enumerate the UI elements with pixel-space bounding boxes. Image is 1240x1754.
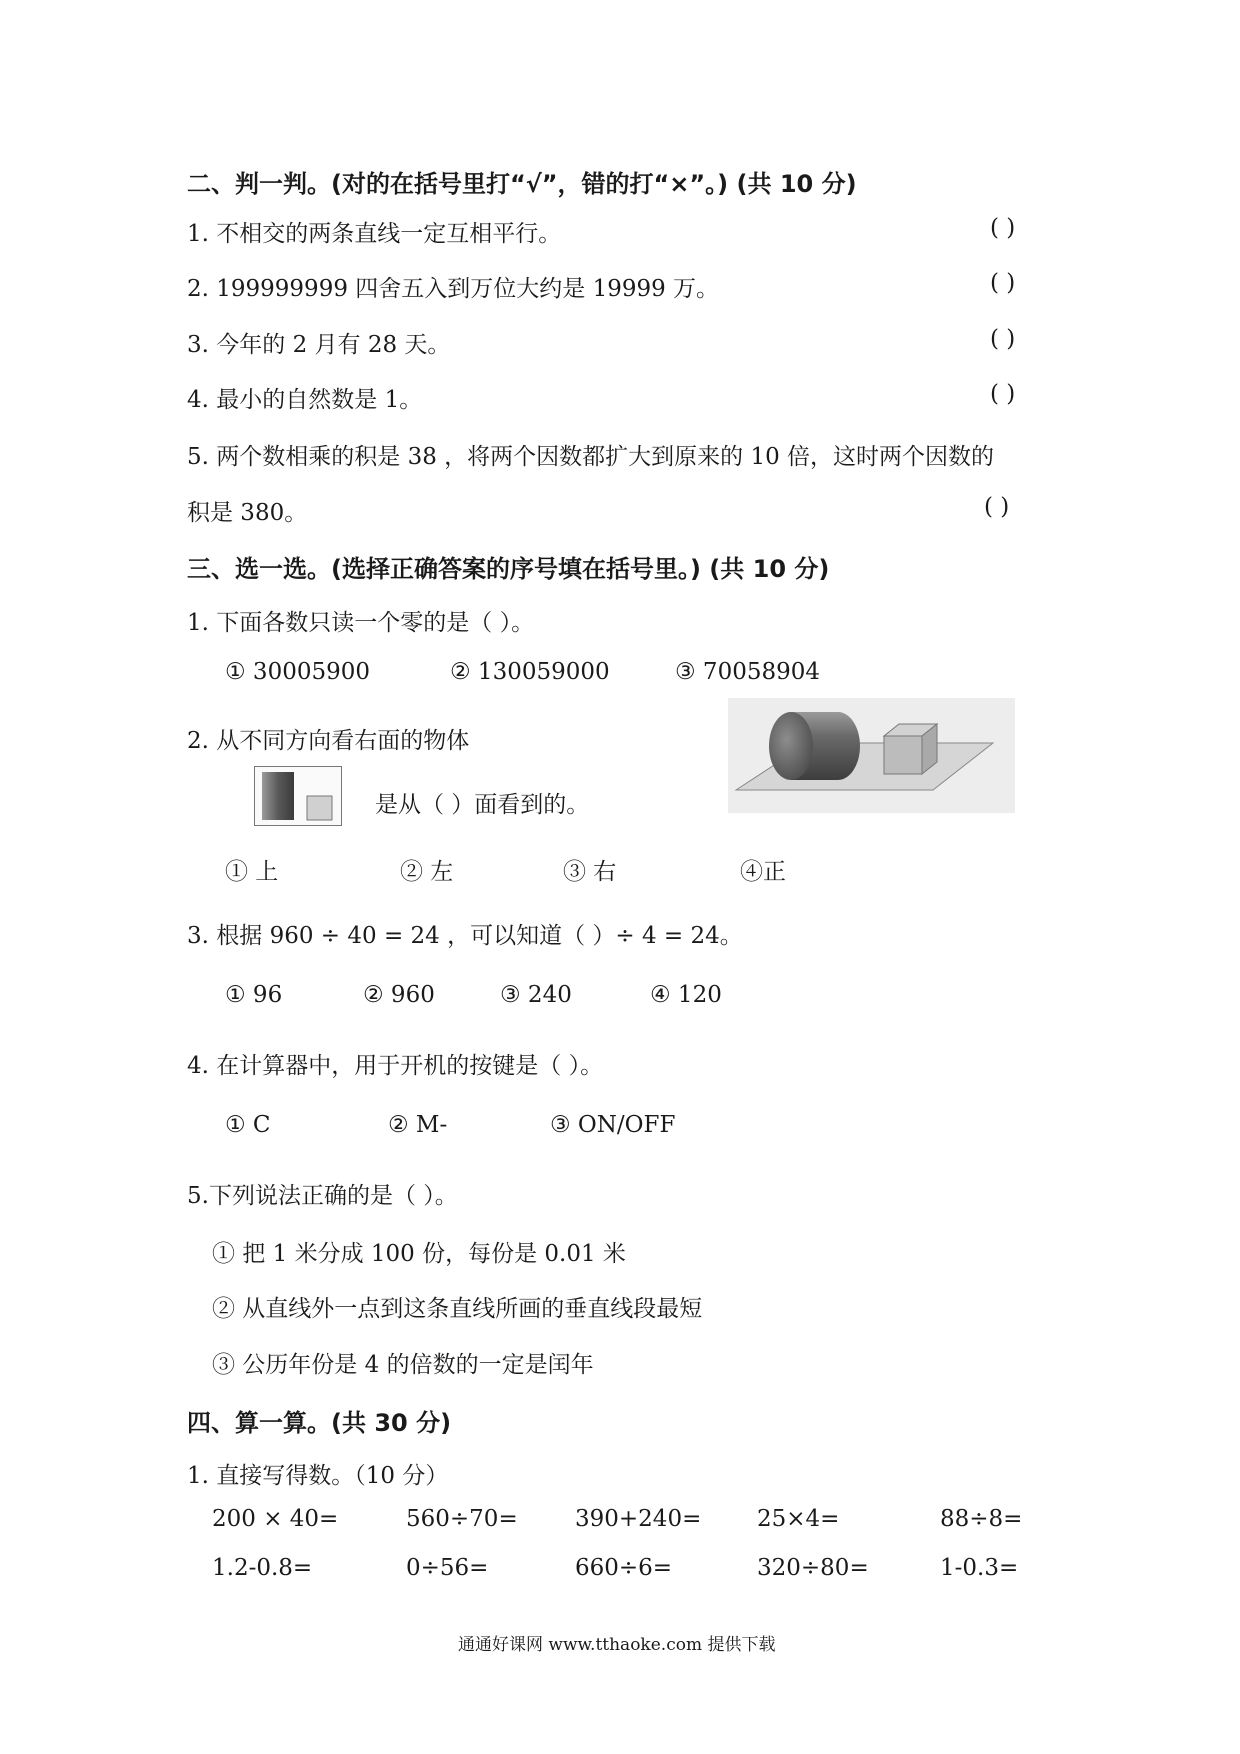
calc-2-3: 660÷6= — [575, 1555, 673, 1581]
answer-paren-4[interactable]: ( ) — [990, 381, 1016, 407]
answer-paren-1[interactable]: ( ) — [990, 215, 1016, 241]
q4-option-1[interactable]: ① C — [225, 1112, 271, 1138]
calc-2-1: 1.2-0.8= — [212, 1555, 313, 1581]
calc-1-5: 88÷8= — [940, 1506, 1023, 1532]
q4-option-2[interactable]: ② M- — [388, 1112, 448, 1138]
answer-paren-3[interactable]: ( ) — [990, 326, 1016, 352]
calc-2-2: 0÷56= — [406, 1555, 489, 1581]
q1-option-2[interactable]: ② 130059000 — [450, 659, 610, 685]
answer-paren-5[interactable]: ( ) — [984, 494, 1010, 520]
choice-q2-sub: 是从（ ）面看到的。 — [375, 792, 590, 818]
q2-option-4[interactable]: ④正 — [740, 859, 786, 885]
judge-item-5-cont: 积是 380。 — [187, 500, 308, 526]
q2-option-3[interactable]: ③ 右 — [563, 859, 617, 885]
judge-item-5: 5. 两个数相乘的积是 38 ，将两个因数都扩大到原来的 10 倍，这时两个因数的 — [187, 444, 995, 470]
calc-1-3: 390+240= — [575, 1506, 702, 1532]
section4-title: 四、算一算。(共 30 分) — [187, 1409, 452, 1437]
section4-sub1: 1. 直接写得数。（10 分） — [187, 1463, 449, 1489]
judge-item-1: 1. 不相交的两条直线一定互相平行。 — [187, 221, 562, 247]
q2-option-1[interactable]: ① 上 — [225, 859, 279, 885]
q5-option-3[interactable]: ③ 公历年份是 4 的倍数的一定是闰年 — [212, 1352, 594, 1378]
q3-option-4[interactable]: ④ 120 — [650, 982, 722, 1008]
calc-1-4: 25×4= — [757, 1506, 840, 1532]
section2-title: 二、判一判。(对的在括号里打“√”，错的打“×”。) (共 10 分) — [187, 170, 857, 198]
choice-q4: 4. 在计算器中，用于开机的按键是（ ）。 — [187, 1053, 604, 1079]
q1-option-3[interactable]: ③ 70058904 — [675, 659, 820, 685]
view-image-icon — [254, 766, 342, 826]
judge-item-3: 3. 今年的 2 月有 28 天。 — [187, 332, 451, 358]
footer-text: 通通好课网 www.tthaoke.com 提供下载 — [458, 1635, 776, 1655]
judge-item-2: 2. 199999999 四舍五入到万位大约是 19999 万。 — [187, 276, 720, 302]
calc-2-5: 1-0.3= — [940, 1555, 1019, 1581]
q3-option-3[interactable]: ③ 240 — [500, 982, 572, 1008]
answer-paren-2[interactable]: ( ) — [990, 270, 1016, 296]
q2-option-2[interactable]: ② 左 — [400, 859, 454, 885]
choice-q1: 1. 下面各数只读一个零的是（ ）。 — [187, 610, 535, 636]
q5-option-1[interactable]: ① 把 1 米分成 100 份，每份是 0.01 米 — [212, 1241, 626, 1267]
q1-option-1[interactable]: ① 30005900 — [225, 659, 370, 685]
q3-option-1[interactable]: ① 96 — [225, 982, 283, 1008]
q5-option-2[interactable]: ② 从直线外一点到这条直线所画的垂直线段最短 — [212, 1296, 703, 1322]
object-figure — [728, 698, 1015, 813]
calc-1-2: 560÷70= — [406, 1506, 518, 1532]
choice-q5: 5.下列说法正确的是（ ）。 — [187, 1183, 458, 1209]
calc-1-1: 200 × 40= — [212, 1506, 339, 1532]
q3-option-2[interactable]: ② 960 — [363, 982, 435, 1008]
choice-q2: 2. 从不同方向看右面的物体 — [187, 728, 470, 754]
calc-2-4: 320÷80= — [757, 1555, 869, 1581]
q4-option-3[interactable]: ③ ON/OFF — [550, 1112, 676, 1138]
section3-title: 三、选一选。(选择正确答案的序号填在括号里。) (共 10 分) — [187, 555, 830, 583]
judge-item-4: 4. 最小的自然数是 1。 — [187, 387, 423, 413]
choice-q3: 3. 根据 960 ÷ 40 = 24 ，可以知道（ ）÷ 4 = 24。 — [187, 923, 743, 949]
